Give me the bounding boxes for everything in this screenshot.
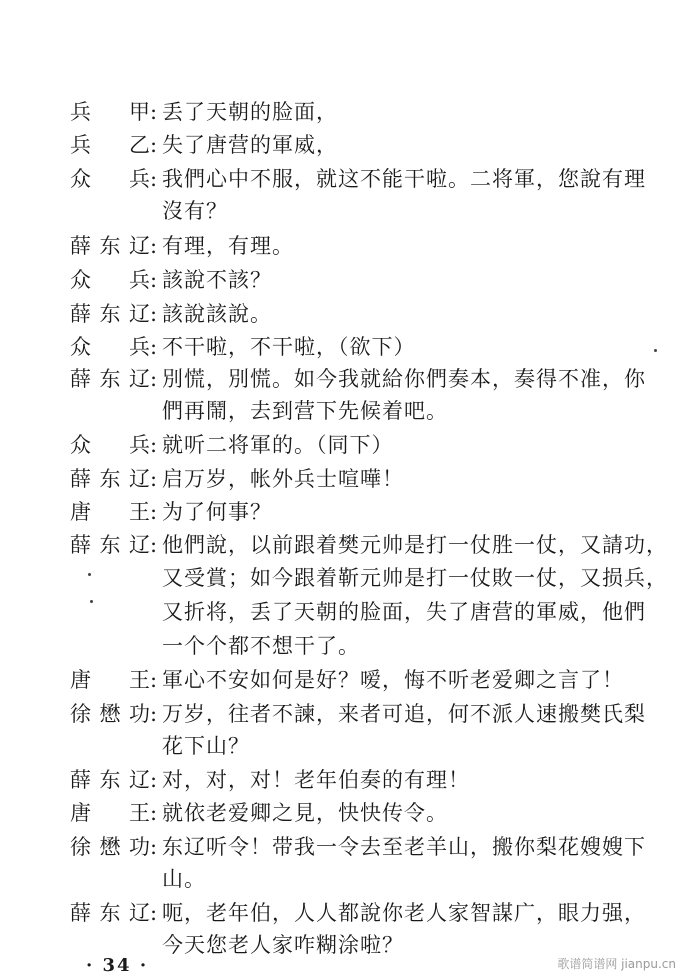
speaker-name: 薛东辽 [70,467,150,491]
dialogue-line [70,297,630,331]
dialogue-text: 別慌，別慌。如今我就給你們奏本，奏得不准，你 [162,367,646,391]
speaker-colon: : [150,533,158,557]
dialogue-text: 不干啦，不干啦，（欲下） [162,335,416,359]
speaker-colon: : [150,433,158,457]
dialogue-text: 我們心中不服，就这不能干啦。二将軍，您說有理 [162,167,646,191]
dialogue-text: 該說不該？ [162,268,272,292]
speaker-name: 薛东辽 [70,234,150,258]
speaker-colon: : [150,768,158,792]
speaker-colon: : [150,100,158,124]
speaker-name: 兵 甲 [70,100,150,124]
dialogue-text: 呃，老年伯，人人都說你老人家智謀广，眼力强， [162,901,646,925]
speaker-colon: : [150,467,158,491]
speaker-name: 众 兵 [70,433,150,457]
speaker-colon: : [150,302,158,326]
dialogue-continuation: 山。 [162,867,206,891]
speaker-name: 众 兵 [70,335,150,359]
speaker-colon: : [150,133,158,157]
dialogue-line [70,462,630,496]
speaker-name: 众 兵 [70,268,150,292]
scan-speck [654,349,657,352]
dialogue-text: 他們說，以前跟着樊元帅是打一仗胜一仗，又請功， [162,533,668,557]
dialogue-line [70,663,630,697]
speaker-name: 薛东辽 [70,768,150,792]
dialogue-line [70,128,630,162]
dialogue-line [70,362,646,396]
speaker-name: 兵 乙 [70,133,150,157]
speaker-colon: : [150,801,158,825]
page-number: · 34 · [86,955,149,976]
dialogue-text: 丢了天朝的脸面， [162,100,338,124]
dialogue-line [70,697,646,731]
speaker-name: 唐 王 [70,801,150,825]
dialogue-text: 对，对，对！老年伯奏的有理！ [162,768,470,792]
dialogue-text: 就听二将軍的。（同下） [162,433,394,457]
dialogue-line [70,528,668,562]
dialogue-text: 有理，有理。 [162,234,294,258]
dialogue-line [70,796,630,830]
dialogue-line [70,763,630,797]
dialogue-continuation: 又折将，丢了天朝的脸面，失了唐营的軍威，他們 [162,600,646,624]
dialogue-continuation: 一个个都不想干了。 [162,634,360,658]
dialogue-line [70,896,646,930]
dialogue-text: 东辽听令！带我一令去至老羊山，搬你梨花嫂嫂下 [162,835,646,859]
speaker-name: 薛东辽 [70,302,150,326]
dialogue-continuation: 今天您老人家咋糊涂啦？ [162,933,404,957]
dialogue-continuation: 花下山？ [162,734,250,758]
dialogue-line [70,263,630,297]
speaker-colon: : [150,367,158,391]
speaker-name: 众 兵 [70,167,150,191]
dialogue-line [70,162,646,196]
speaker-colon: : [150,668,158,692]
speaker-colon: : [150,500,158,524]
speaker-colon: : [150,167,158,191]
scan-speck [90,600,93,603]
dialogue-continuation: 沒有？ [162,199,228,223]
speaker-colon: : [150,234,158,258]
dialogue-line [70,95,630,129]
dialogue-text: 为了何事？ [162,500,272,524]
dialogue-continuation: 又受賞；如今跟着靳元帅是打一仗敗一仗，又损兵， [162,566,668,590]
dialogue-text: 失了唐营的軍威， [162,133,338,157]
speaker-name: 薛东辽 [70,367,150,391]
speaker-colon: : [150,268,158,292]
dialogue-text: 万岁，往者不諫，来者可追，何不派人速搬樊氏梨 [162,702,646,726]
speaker-colon: : [150,901,158,925]
dialogue-text: 軍心不安如何是好？嗳，悔不听老爱卿之言了！ [162,668,624,692]
speaker-name: 唐 王 [70,668,150,692]
dialogue-line [70,495,630,529]
watermark: 歌谱简谱网 jianpu.cn [557,957,676,971]
speaker-colon: : [150,835,158,859]
speaker-name: 薛东辽 [70,901,150,925]
dialogue-line [70,330,630,364]
dialogue-text: 启万岁，帐外兵士喧嘩！ [162,467,404,491]
dialogue-continuation: 們再鬧，去到营下先候着吧。 [162,399,448,423]
dialogue-text: 該說該說。 [162,302,272,326]
dialogue-line [70,830,646,864]
speaker-name: 薛东辽 [70,533,150,557]
speaker-name: 唐 王 [70,500,150,524]
dialogue-line [70,229,630,263]
speaker-name: 徐懋功 [70,702,150,726]
speaker-colon: : [150,702,158,726]
scan-speck [88,573,91,576]
dialogue-line [70,428,630,462]
speaker-colon: : [150,335,158,359]
speaker-name: 徐懋功 [70,835,150,859]
dialogue-text: 就依老爱卿之見，快快传令。 [162,801,448,825]
